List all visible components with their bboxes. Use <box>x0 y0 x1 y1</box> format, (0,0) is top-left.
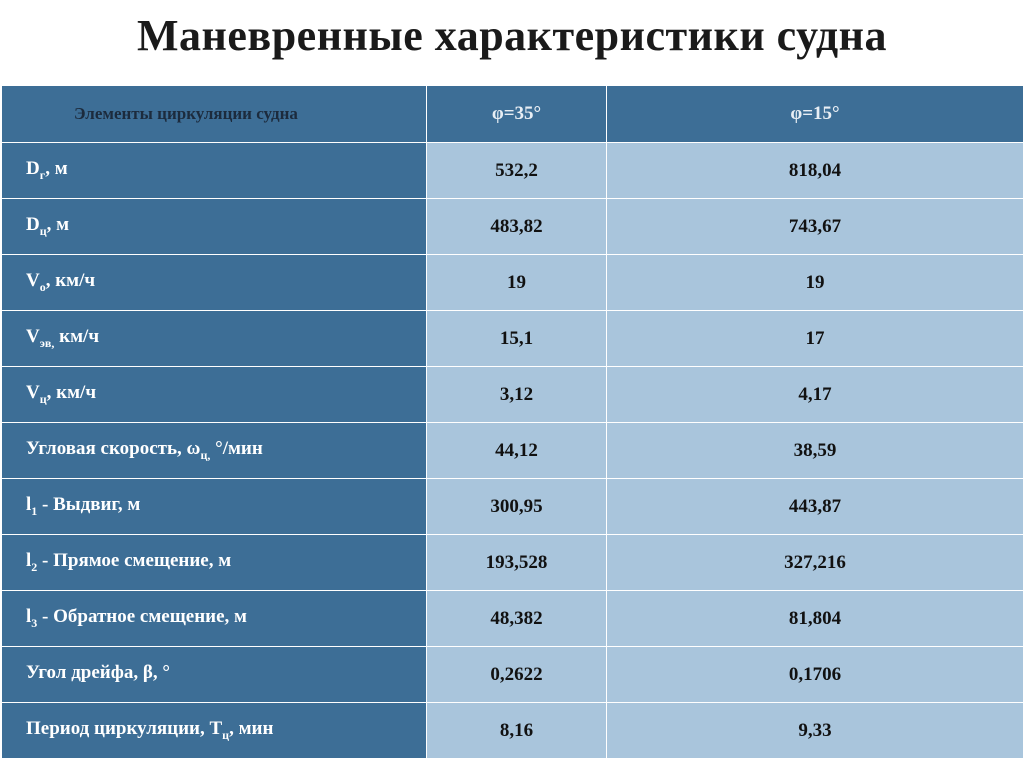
value-phi15: 818,04 <box>607 143 1024 199</box>
maneuver-table <box>1 85 1024 759</box>
table-row <box>2 647 1024 703</box>
table-row <box>2 535 1024 591</box>
value-phi35: 48,382 <box>427 591 607 647</box>
value-phi35: 19 <box>427 255 607 311</box>
row-label: $D_ц$, м <box>2 199 427 255</box>
value-phi35: 483,82 <box>427 199 607 255</box>
value-phi35: 532,2 <box>427 143 607 199</box>
value-phi15: 19 <box>607 255 1024 311</box>
value-phi15: 38,59 <box>607 423 1024 479</box>
row-label: $l_2$ - Прямое смещение, м <box>2 535 427 591</box>
value-phi15: 0,1706 <box>607 647 1024 703</box>
row-label: $l_3$ - Обратное смещение, м <box>2 591 427 647</box>
table-row <box>2 143 1024 199</box>
table-row <box>2 479 1024 535</box>
table-row <box>2 311 1024 367</box>
header-phi35: φ=35° <box>427 86 607 143</box>
value-phi15: 81,804 <box>607 591 1024 647</box>
header-elements: Элементы циркуляции судна <box>2 86 427 143</box>
page-title: Маневренные характеристики судна <box>137 11 887 60</box>
row-label: Угол дрейфа, β, ° <box>2 647 427 703</box>
value-phi15: 743,67 <box>607 199 1024 255</box>
row-label: Период циркуляции, $T_ц$, мин <box>2 703 427 759</box>
table-row <box>2 423 1024 479</box>
table-row <box>2 199 1024 255</box>
table-row <box>2 703 1024 759</box>
table-row <box>2 255 1024 311</box>
value-phi15: 443,87 <box>607 479 1024 535</box>
table-row <box>2 367 1024 423</box>
value-phi15: 327,216 <box>607 535 1024 591</box>
value-phi35: 300,95 <box>427 479 607 535</box>
row-label: $l_1$ - Выдвиг, м <box>2 479 427 535</box>
row-label: $V_о$, км/ч <box>2 255 427 311</box>
value-phi15: 4,17 <box>607 367 1024 423</box>
header-phi15: φ=15° <box>607 86 1024 143</box>
value-phi35: 44,12 <box>427 423 607 479</box>
row-label: $V_ц$, км/ч <box>2 367 427 423</box>
value-phi15: 9,33 <box>607 703 1024 759</box>
value-phi35: 8,16 <box>427 703 607 759</box>
row-label: Угловая скорость, $\omega_{ц,}$ °/мин <box>2 423 427 479</box>
table-header-row <box>2 86 1024 143</box>
value-phi35: 0,2622 <box>427 647 607 703</box>
value-phi15: 17 <box>607 311 1024 367</box>
table-row <box>2 591 1024 647</box>
row-label: $D_г$, м <box>2 143 427 199</box>
value-phi35: 3,12 <box>427 367 607 423</box>
value-phi35: 15,1 <box>427 311 607 367</box>
row-label: $V_{эв,}$ км/ч <box>2 311 427 367</box>
value-phi35: 193,528 <box>427 535 607 591</box>
